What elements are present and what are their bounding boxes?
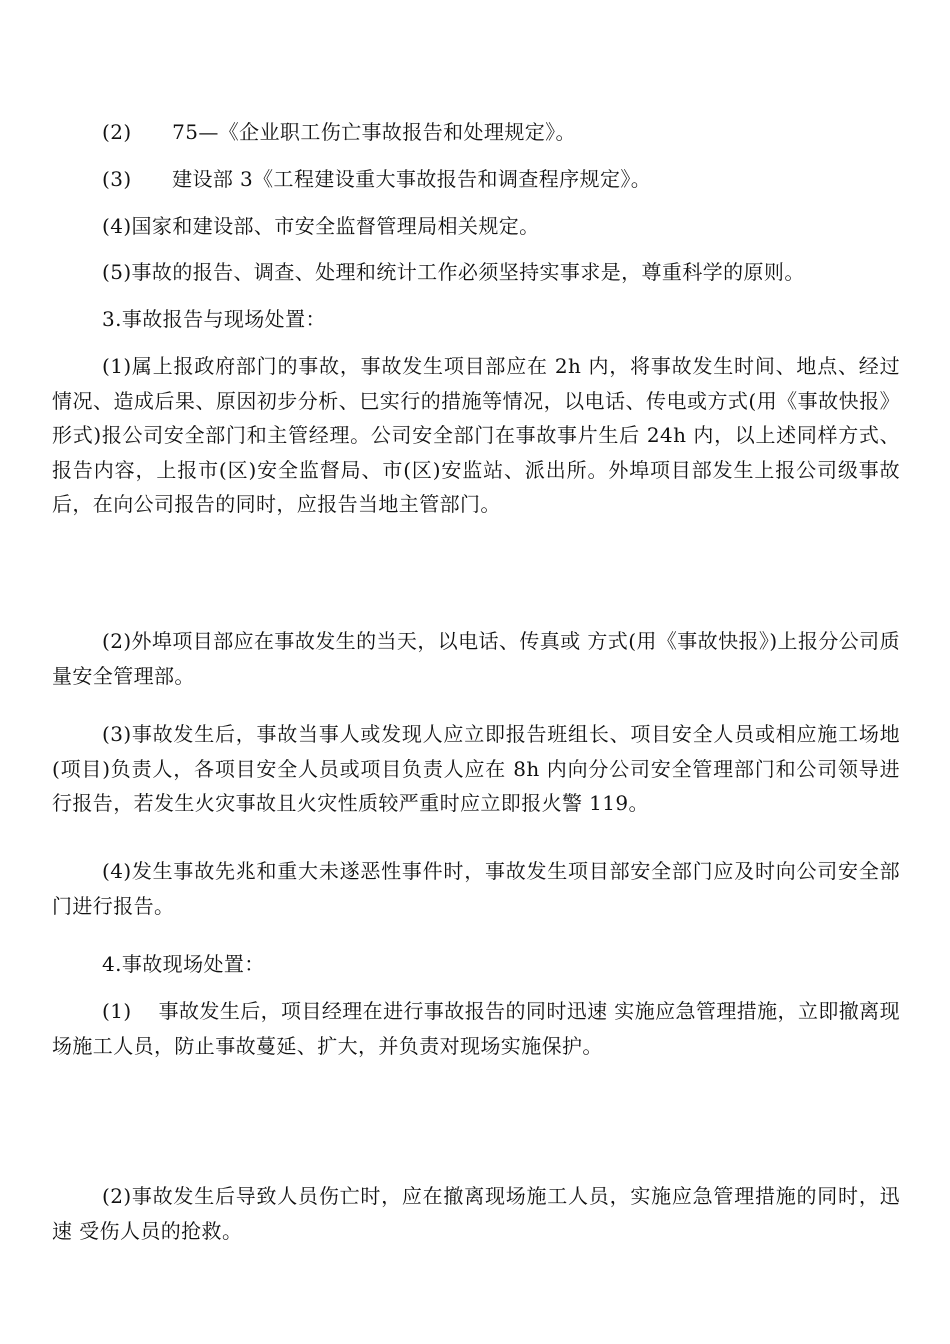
paragraph-text: (1)属上报政府部门的事故，事故发生项目部应在 2h 内，将事故发生时间、地点、经过情况、造成后果、原因初步分析、巳实行的措施等情况，以电话、传电或方式(用《事故快报》形式)报公司安全部门和主管经理。公司安全部门在事故事片生后 24h 内，以上述同样方式、报告内容，上报市(区)安全监督局、市(区)安监站、派出所。外埠项目部发生上报公司级事故后，在向公司报告的同时，应报告当地主管部门。 xyxy=(52,354,900,516)
paragraph-regulation-3 xyxy=(52,162,900,197)
item-number: (3) xyxy=(102,167,132,191)
paragraph-text: (5)事故的报告、调查、处理和统计工作必须坚持实事求是，尊重科学的原则。 xyxy=(102,260,805,284)
paragraph-regulation-5 xyxy=(52,255,900,290)
paragraph-text: (4)国家和建设部、市安全监督管理局相关规定。 xyxy=(102,214,540,238)
section-heading-3 xyxy=(52,302,900,337)
paragraph-disposal-1 xyxy=(52,994,900,1063)
paragraph-text: (4)发生事故先兆和重大未遂恶性事件时，事故发生项目部安全部门应及时向公司安全部门进行报告。 xyxy=(52,859,900,918)
paragraph-report-4 xyxy=(52,854,900,923)
paragraph-text: (3)事故发生后，事故当事人或发现人应立即报告班组长、项目安全人员或相应施工场地(项目)负责人，各项目安全人员或项目负责人应在 8h 内向分公司安全管理部门和公司领导进行报告，若发生火灾事故且火灾性质较严重时应立即报火警 119。 xyxy=(52,722,900,815)
paragraph-disposal-2 xyxy=(52,1179,900,1248)
item-gap xyxy=(132,167,173,191)
paragraph-regulation-2 xyxy=(52,115,900,150)
paragraph-report-3 xyxy=(52,717,900,821)
paragraph-report-1 xyxy=(52,349,900,522)
heading-text: 4.事故现场处置： xyxy=(102,952,265,976)
paragraph-text: 75—《企业职工伤亡事故报告和处理规定》。 xyxy=(172,120,576,144)
heading-text: 3.事故报告与现场处置： xyxy=(102,307,326,331)
paragraph-text: (2)外埠项目部应在事故发生的当天，以电话、传真或 方式(用《事故快报》)上报分公司质量安全管理部。 xyxy=(52,629,900,688)
paragraph-text: 建设部 3《工程建设重大事故报告和调查程序规定》。 xyxy=(172,167,652,191)
paragraph-text: 事故发生后，项目经理在进行事故报告的同时迅速 实施应急管理措施，立即撤离现场施工人员，防止事故蔓延、扩大，并负责对现场实施保护。 xyxy=(52,999,900,1058)
paragraph-text: (2)事故发生后导致人员伤亡时，应在撤离现场施工人员，实施应急管理措施的同时，迅速 受伤人员的抢救。 xyxy=(52,1184,900,1243)
paragraph-report-2 xyxy=(52,624,900,693)
section-heading-4 xyxy=(52,947,900,982)
item-gap xyxy=(132,120,173,144)
paragraph-regulation-4 xyxy=(52,209,900,244)
item-number: (2) xyxy=(102,120,132,144)
item-number: (1) xyxy=(102,999,132,1023)
item-gap xyxy=(132,999,159,1023)
